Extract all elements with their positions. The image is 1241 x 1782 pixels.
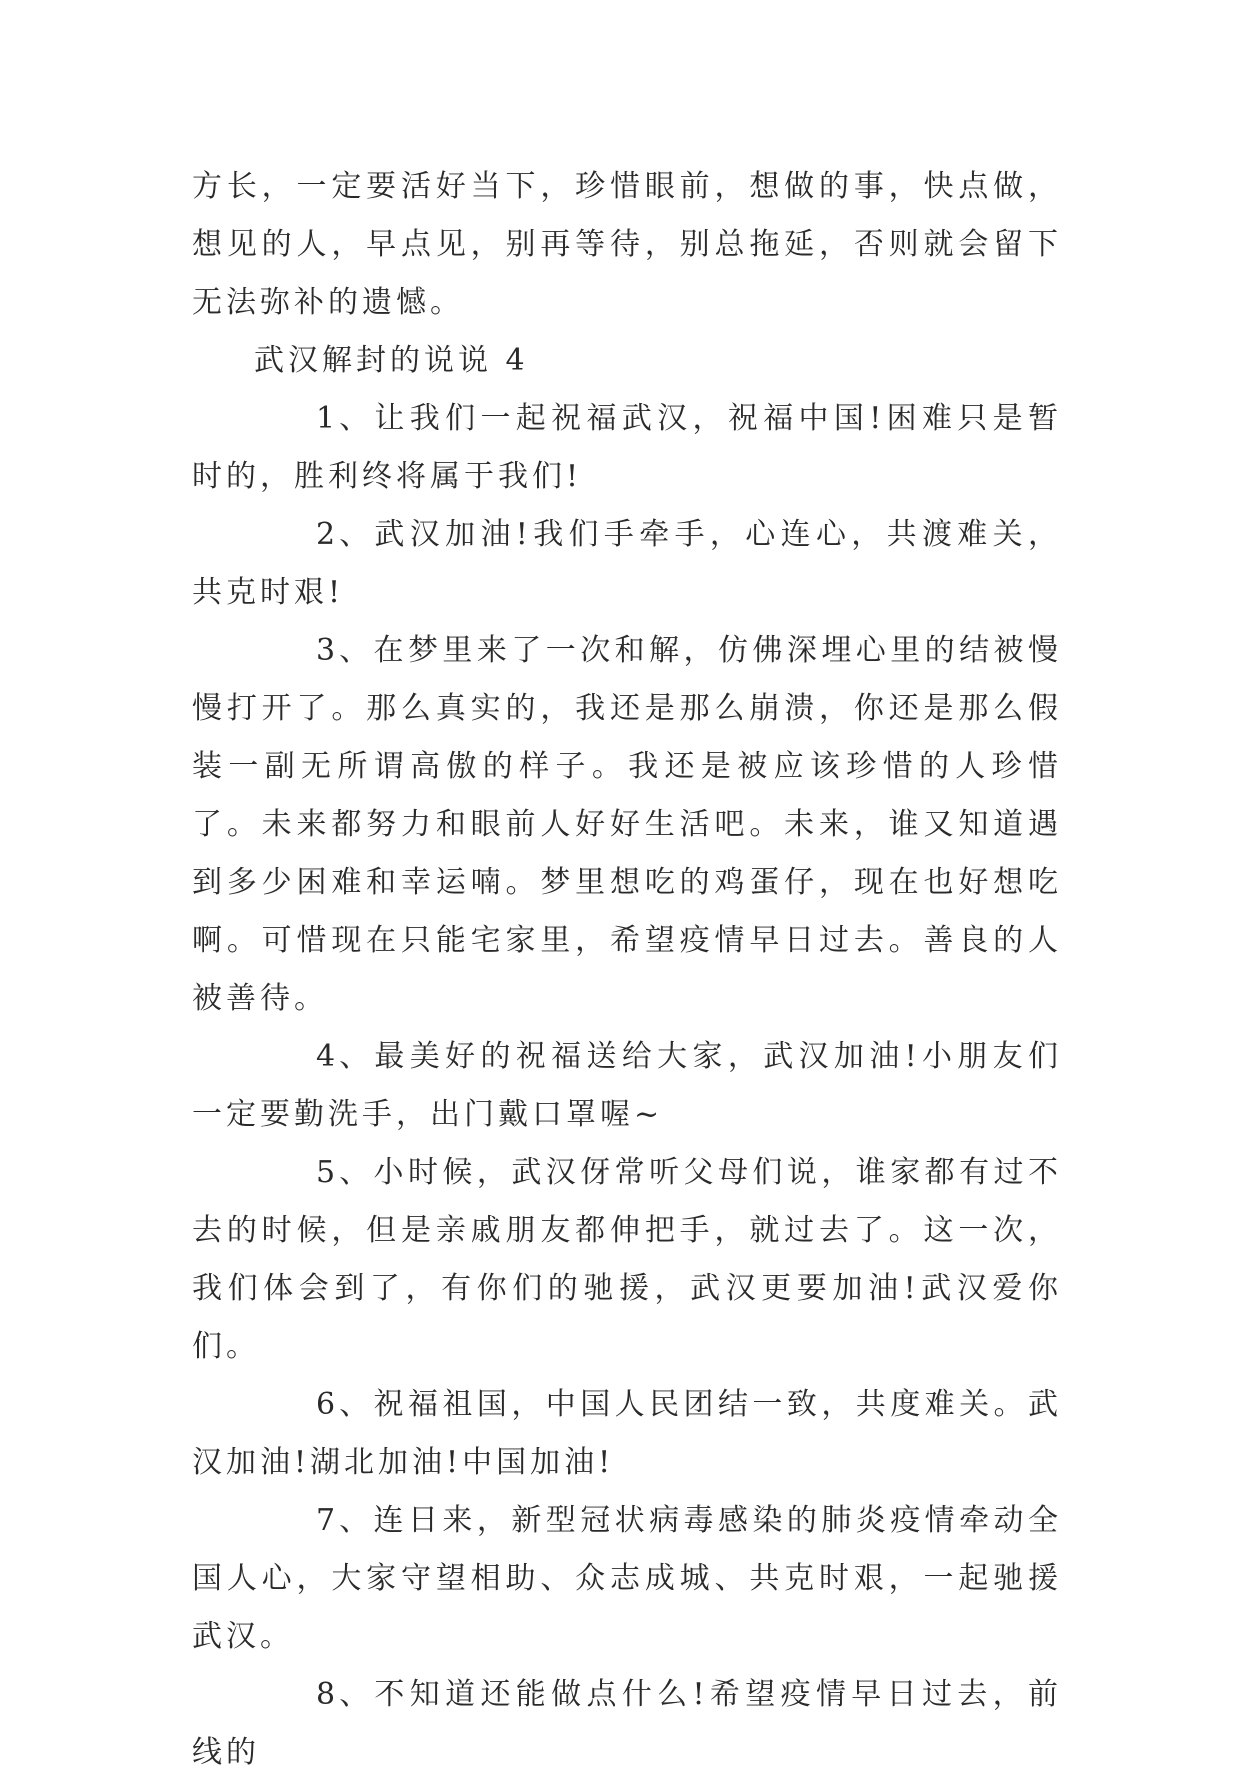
list-item xyxy=(192,1028,1062,1144)
list-item xyxy=(192,1144,1062,1376)
list-item-text: 最美好的祝福送给大家，武汉加油!小朋友们一定要勤洗手，出门戴口罩喔~ xyxy=(192,1039,1062,1132)
list-item xyxy=(192,506,1062,622)
list-item-number: 4、 xyxy=(316,1039,374,1074)
list-item-text: 让我们一起祝福武汉，祝福中国!困难只是暂时的，胜利终将属于我们! xyxy=(192,401,1062,494)
list-item xyxy=(192,1666,1062,1782)
list-item-text: 武汉加油!我们手牵手，心连心，共渡难关，共克时艰! xyxy=(192,517,1062,610)
list-item-number: 3、 xyxy=(316,633,374,668)
list-item-number: 2、 xyxy=(316,517,374,552)
list-item-number: 5、 xyxy=(316,1155,374,1190)
document-body xyxy=(192,158,1062,1782)
section-heading: 武汉解封的说说 4 xyxy=(254,343,529,378)
list-item-number: 7、 xyxy=(316,1503,374,1538)
list-item-number: 6、 xyxy=(316,1387,374,1422)
list-item-text: 不知道还能做点什么!希望疫情早日过去，前线的 xyxy=(192,1677,1062,1770)
list-item xyxy=(192,1376,1062,1492)
paragraph-continuation: 方长，一定要活好当下，珍惜眼前，想做的事，快点做，想见的人，早点见，别再等待，别总拖延，否则就会留下无法弥补的遗憾。 xyxy=(192,169,1062,320)
list-item xyxy=(192,1492,1062,1666)
list-item-number: 8、 xyxy=(316,1677,374,1712)
list-item-text: 连日来，新型冠状病毒感染的肺炎疫情牵动全国人心，大家守望相助、众志成城、共克时艰，一起驰援武汉。 xyxy=(192,1503,1062,1654)
list-item-number: 1、 xyxy=(316,401,374,436)
list-item xyxy=(192,390,1062,506)
list-item xyxy=(192,622,1062,1028)
list-item-text: 小时候，武汉伢常听父母们说，谁家都有过不去的时候，但是亲戚朋友都伸把手，就过去了。这一次，我们体会到了，有你们的驰援，武汉更要加油!武汉爱你们。 xyxy=(192,1155,1062,1364)
list-item-text: 在梦里来了一次和解，仿佛深埋心里的结被慢慢打开了。那么真实的，我还是那么崩溃，你还是那么假装一副无所谓高傲的样子。我还是被应该珍惜的人珍惜了。未来都努力和眼前人好好生活吧。未来，谁又知道遇到多少困难和幸运喃。梦里想吃的鸡蛋仔，现在也好想吃啊。可惜现在只能宅家里，希望疫情早日过去。善良的人被善待。 xyxy=(192,633,1062,1016)
list-item-text: 祝福祖国，中国人民团结一致，共度难关。武汉加油!湖北加油!中国加油! xyxy=(192,1387,1062,1480)
